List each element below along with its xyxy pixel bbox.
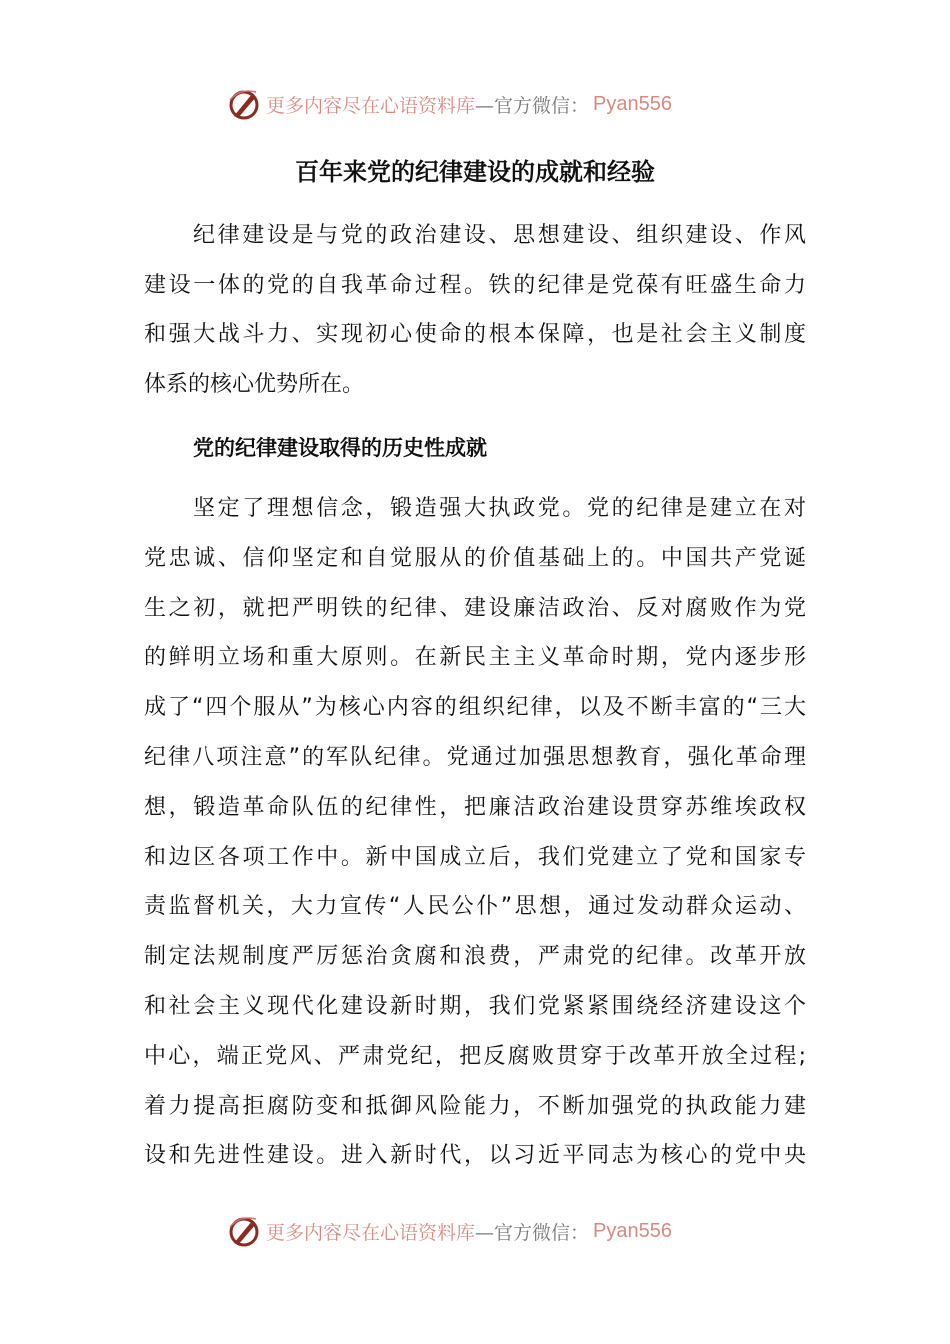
watermark-footer: 更多内容尽在心语资料库 —官方微信： Pyan556 [226, 1211, 672, 1251]
text-line: 纪律八项注意”的军队纪律。党通过加强思想教育，强化革命理 [144, 745, 806, 770]
text-line: 中心，端正党风、严肃党纪，把反腐败贯穿于改革开放全过程; [144, 1043, 806, 1069]
text-line: 和强大战斗力、实现初心使命的根本保障，也是社会主义制度 [144, 322, 806, 348]
text-line: 体系的核心优势所在。 [144, 372, 365, 398]
text-line: 设和先进性建设。进入新时代，以习近平同志为核心的党中央 [144, 1143, 806, 1169]
text-line: 和社会主义现代化建设新时期，我们党紧紧围绕经济建设这个 [144, 994, 806, 1019]
text-line: 的鲜明立场和重大原则。在新民主主义革命时期，党内逐步形 [144, 645, 806, 671]
text-line: 想，锻造革命队伍的纪律性，把廉洁政治建设贯穿苏维埃政权 [144, 794, 806, 820]
text-line: 纪律建设是与党的政治建设、思想建设、组织建设、作风 [193, 223, 806, 248]
document-title: 百年来党的纪律建设的成就和经验 [295, 158, 655, 186]
text-line: 成了“四个服从”为核心内容的组织纪律，以及不断丰富的“三大 [144, 695, 806, 721]
text-line: 着力提高拒腐防变和抵御风险能力，不断加强党的执政能力建 [144, 1093, 806, 1119]
text-line: 和边区各项工作中。新中国成立后，我们党建立了党和国家专 [144, 844, 806, 870]
text-line: 制定法规制度严厉惩治贪腐和浪费，严肃党的纪律。改革开放 [144, 944, 806, 970]
text-line: 坚定了理想信念，锻造强大执政党。党的纪律是建立在对 [193, 496, 806, 521]
section-heading: 党的纪律建设取得的历史性成就 [193, 436, 487, 460]
text-line: 生之初，就把严明铁的纪律、建设廉洁政治、反对腐败作为党 [144, 595, 806, 621]
text-line: 党忠诚、信仰坚定和自觉服从的价值基础上的。中国共产党诞 [144, 545, 806, 571]
pen-logo-icon [226, 1213, 262, 1249]
pen-logo-icon [226, 86, 262, 122]
text-line: 建设一体的党的自我革命过程。铁的纪律是党葆有旺盛生命力 [144, 272, 806, 298]
watermark-header: 更多内容尽在心语资料库 —官方微信： Pyan556 [226, 84, 672, 124]
text-line: 责监督机关，大力宣传“人民公仆”思想，通过发动群众运动、 [144, 894, 807, 920]
